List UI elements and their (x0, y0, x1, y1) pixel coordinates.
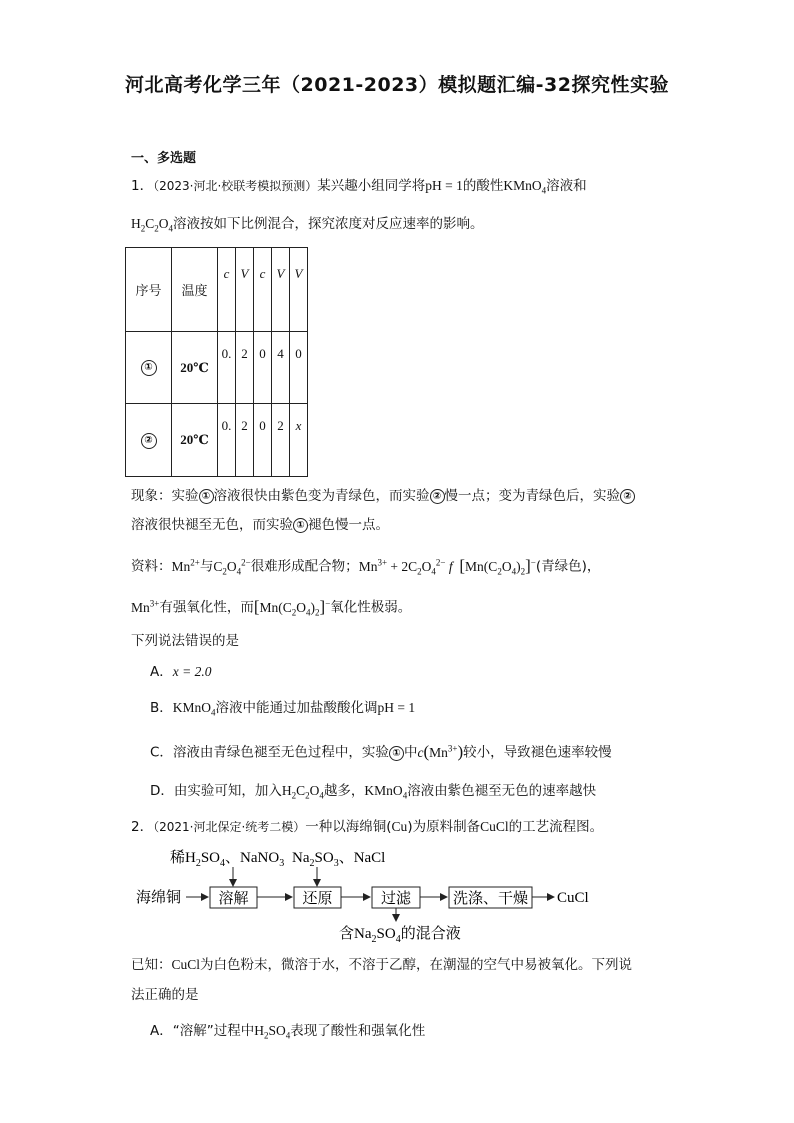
header-c2: c (254, 248, 272, 332)
q1-stem-b: 的酸性 (462, 178, 504, 194)
row2-v1: 2 (236, 404, 254, 477)
q2-stem: 2．（2021·河北保定·统考二模）一种以海绵铜(Cu)为原料制备CuCl的工艺流程图。 (131, 819, 604, 835)
table-row (126, 404, 308, 477)
row2-c2: 0 (254, 404, 272, 477)
step-dissolve-label: 溶解 (218, 891, 249, 907)
step-wash-dry-label: 洗涤、干燥 (452, 891, 529, 907)
flow-product-label: CuCl (557, 890, 589, 906)
row2-c1: 0. (218, 404, 236, 477)
q1-option-a[interactable]: A．x = 2.0 (150, 664, 212, 680)
q2-known-line2: 法正确的是 (131, 987, 199, 1003)
q1-phenomenon-line1: 现象：实验 ① 溶液很快由紫色变为青绿色，而实验 ② 慢一点；变为青绿色后，实验 ② (131, 486, 635, 506)
step-reduce-label: 还原 (302, 891, 333, 907)
header-v3: V (290, 248, 308, 332)
reagent-2-label: $Na_2SO_3$、NaCl (292, 850, 386, 869)
row1-v1: 2 (236, 332, 254, 404)
q1-source: （2023·河北·校联考模拟预测） (153, 179, 318, 193)
q1-kmno4: KMnO$_4$ (503, 178, 547, 196)
q1-stem-line1 (131, 176, 587, 201)
process-flow-diagram (130, 843, 610, 947)
q1-h2c2o4: $H_2C_2O_4$ (131, 216, 174, 234)
flow-start-label: 海绵铜 (136, 890, 182, 906)
step-filter-label: 过滤 (380, 891, 412, 907)
header-v1: V (236, 248, 254, 332)
q1-option-d[interactable]: D．由实验可知，加入$H_2C_2O_4$越多，KMnO$_4$溶液由紫色褪至无色的速率越快 (150, 783, 597, 801)
q1-option-b[interactable]: B．KMnO$_4$溶液中能通过加盐酸酸化调pH = 1 (150, 700, 416, 718)
page-title: 河北高考化学三年（2021-2023）模拟题汇编-32探究性实验 (125, 74, 669, 96)
header-temperature: 温度 (172, 248, 218, 332)
row1-v3: 0 (290, 332, 308, 404)
row1-c2: 0 (254, 332, 272, 404)
experiment-table (125, 247, 308, 477)
row2-temperature: 20℃ (172, 404, 218, 477)
header-v2: V (272, 248, 290, 332)
header-c1: c (218, 248, 236, 332)
table-row (126, 332, 308, 404)
header-index: 序号 (126, 248, 172, 332)
row2-v2: 2 (272, 404, 290, 477)
filter-output-label: 含$Na_2SO_4$的混合液 (339, 926, 461, 945)
q1-info-line2: $Mn^{3+}$有强氧化性，而$[Mn(C_2O_4)_2]^-$氧化性极弱。 (131, 596, 412, 618)
q2-option-a[interactable]: A．“溶解”过程中$H_2SO_4$表现了酸性和强氧化性 (150, 1023, 426, 1041)
q1-stem-line2 (131, 214, 484, 239)
table-header-row (126, 248, 308, 332)
section-heading: 一、多选题 (131, 151, 197, 166)
q2-known-line1: 已知：CuCl为白色粉末，微溶于水，不溶于乙醇，在潮湿的空气中易被氧化。下列说 (131, 957, 633, 973)
q1-ph: pH = 1 (425, 178, 463, 193)
row2-index: ② (126, 404, 172, 477)
q1-number: 1． (131, 178, 154, 194)
q1-phenomenon-line2: 溶液很快褪至无色，而实验 ① 褪色慢一点。 (131, 517, 389, 533)
row1-v2: 4 (272, 332, 290, 404)
q1-option-c[interactable]: C．溶液由青绿色褪至无色过程中，实验 ① 中$c(Mn^{3+})$较小，导致褪色速率较慢 (150, 741, 612, 761)
reagent-1-label: 稀$H_2SO_4$、NaNO$_3$ (170, 850, 285, 869)
q1-stem-c: 溶液和 (546, 178, 587, 194)
row1-temperature: 20℃ (172, 332, 218, 404)
row1-c1: 0. (218, 332, 236, 404)
q1-stem-d: 溶液按如下比例混合，探究浓度对反应速率的影响。 (173, 216, 484, 232)
row1-index: ① (126, 332, 172, 404)
q1-ask: 下列说法错误的是 (131, 633, 239, 649)
q1-info-line1: 资料：$Mn^{2+}$与$C_2O_4^{2-}$很难形成配合物；$Mn^{3+} + 2C_2O_4^{2-}$ f $[Mn(C_2O_4)_2]^-$(青绿色)， (131, 555, 601, 577)
q1-stem-a: 某兴趣小组同学将 (317, 178, 426, 194)
row2-v3: x (290, 404, 308, 477)
